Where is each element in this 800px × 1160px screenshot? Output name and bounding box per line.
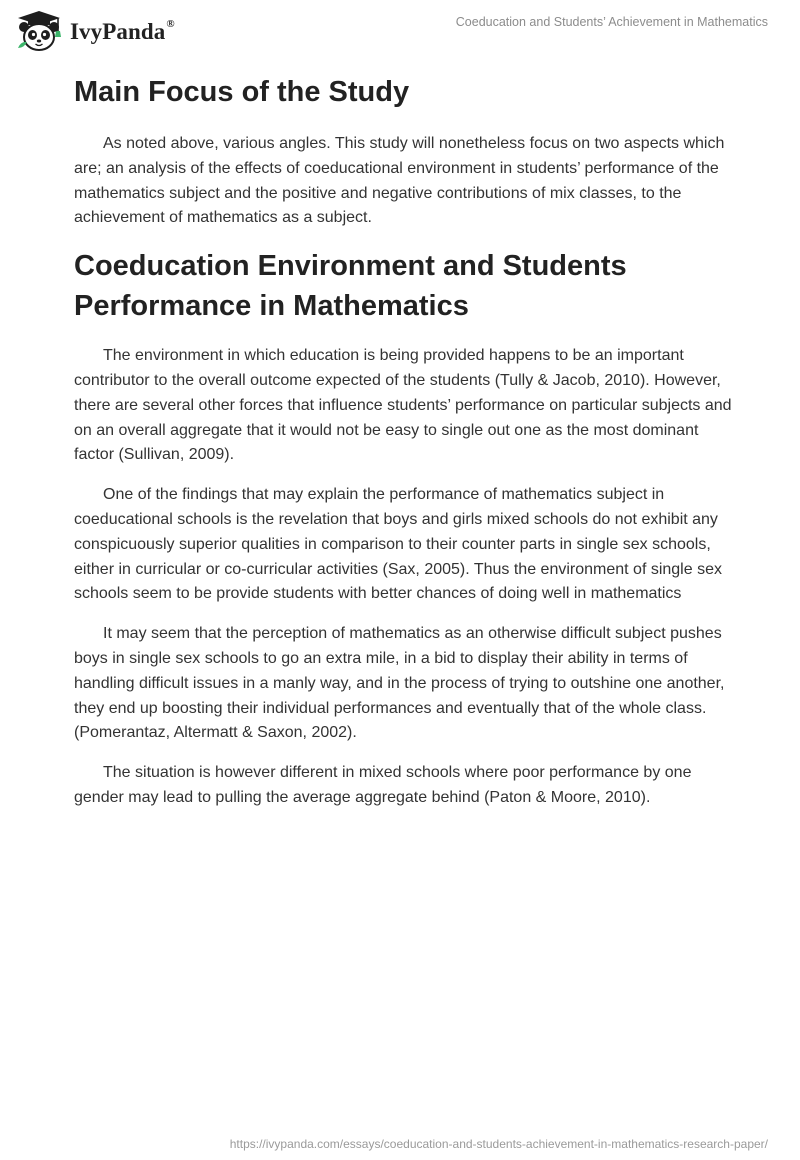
section-heading: Main Focus of the Study <box>74 76 410 108</box>
paragraph: One of the findings that may explain the performance of mathematics subject in coeducational schools is the revelation that boys and girls mixed schools do not exhibit any conspicuously superior qualities in comparison to their counter parts in single sex schools, either in curricular or co-curricular activities (Sax, 2005). Thus the environment of single sex schools seem to be provide students with better chances of doing well in mathematics <box>74 486 722 603</box>
essay-content <box>74 70 734 826</box>
paragraph: The situation is however different in mixed schools where poor performance by one gender may lead to pulling the average aggregate behind (Paton & Moore, 2010). <box>74 764 692 806</box>
section-coeducation-environment <box>74 246 734 811</box>
brand-text: IvyPanda <box>70 19 166 44</box>
section-heading: Coeducation Environment and Students Performance in Mathematics <box>74 250 627 323</box>
section-main-focus <box>74 72 734 231</box>
document-title: Coeducation and Students’ Achievement in Mathematics <box>455 15 768 29</box>
registered-mark: ® <box>166 18 175 31</box>
paragraph: The environment in which education is being provided happens to be an important contributor to the overall outcome expected of the students (Tully & Jacob, 2010). However, there are several other forces that influence students’ performance on particular subjects and on an overall aggregate that it would not be easy to single out one as the most dominant factor (Sullivan, 2009). <box>74 347 732 464</box>
page-header <box>0 0 800 60</box>
source-url-link[interactable]: https://ivypanda.com/essays/coeducation-and-students-achievement-in-mathematics-research-paper/ <box>229 1137 768 1151</box>
paragraph: It may seem that the perception of mathematics as an otherwise difficult subject pushes boys in single sex schools to go an extra mile, in a bid to display their ability in terms of handling difficult issues in a manly way, and in the process of trying to outshine one another, they end up boosting their individual performances and eventually that of the whole class.(Pomerantaz, Altermatt & Saxon, 2002). <box>74 625 725 742</box>
brand-name <box>70 19 175 45</box>
panda-graduate-icon <box>14 10 64 52</box>
paragraph: As noted above, various angles. This study will nonetheless focus on two aspects which are; an analysis of the effects of coeducational environment in students’ performance of the mathematics subject and the positive and negative contributions of mix classes, to the achievement of mathematics as a subject. <box>74 135 725 227</box>
ivypanda-logo[interactable] <box>14 10 175 52</box>
